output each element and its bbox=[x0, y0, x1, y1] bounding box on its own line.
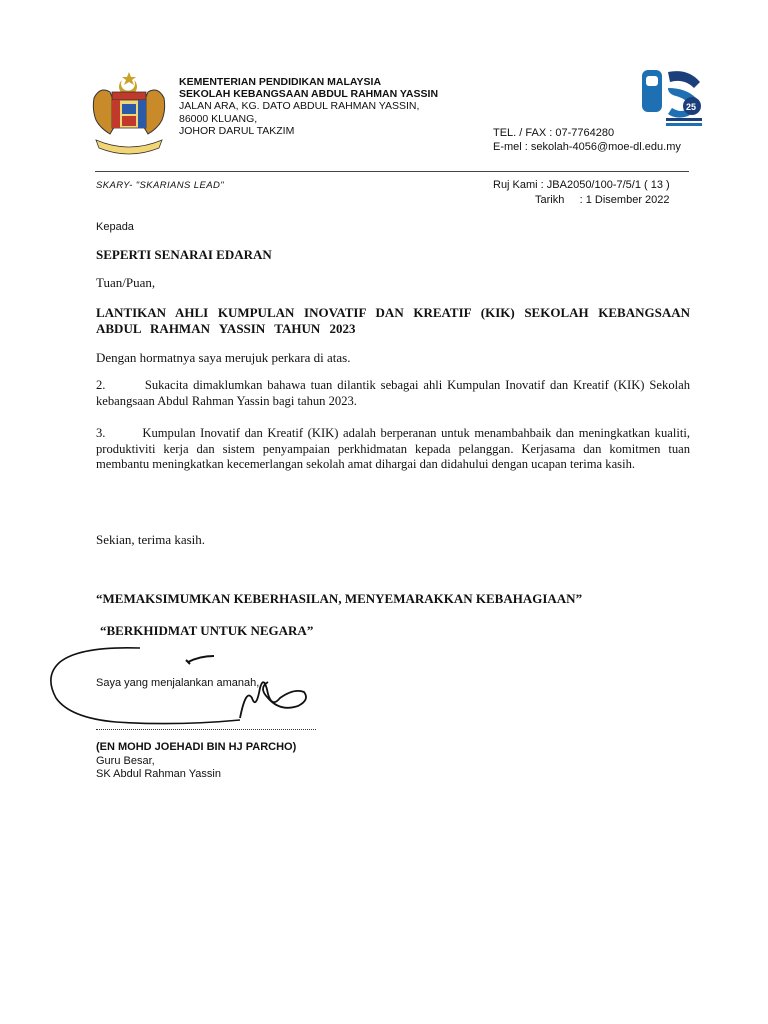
contact-block bbox=[493, 126, 681, 154]
signer-school: SK Abdul Rahman Yassin bbox=[96, 768, 221, 780]
paragraph-3: 3. Kumpulan Inovatif dan Kreatif (KIK) adalah berperanan untuk menambahbaik dan meningkatkan kualiti, produktiviti kerja dan sistem penyampaian perkhidmatan kepada pelanggan. Kerjasama dan komitmen tuan membantu meningkatkan kecemerlangan sekolah amat dihargai dan didahului dengan ucapan terima kasih. bbox=[96, 426, 694, 472]
header-divider bbox=[95, 171, 689, 172]
salutation: Tuan/Puan, bbox=[96, 275, 156, 290]
letter-date: Tarikh : 1 Disember 2022 bbox=[535, 194, 670, 206]
ministry-name: KEMENTERIAN PENDIDIKAN MALAYSIA bbox=[179, 76, 382, 88]
kepada-label: Kepada bbox=[96, 221, 134, 233]
address-line-3: JOHOR DARUL TAKZIM bbox=[179, 124, 295, 137]
paragraph-2: 2. Sukacita dimaklumkan bahawa tuan dilantik sebagai ahli Kumpulan Inovatif dan Kreatif (KIK) Sekolah kebangsaan Abdul Rahman Yassin bagi tahun 2023. bbox=[96, 378, 694, 408]
signer-name: (EN MOHD JOEHADI BIN HJ PARCHO) bbox=[96, 741, 297, 753]
signer-title: Guru Besar, bbox=[96, 754, 155, 767]
svg-text:25: 25 bbox=[686, 102, 697, 112]
signature-image bbox=[50, 640, 310, 740]
letterhead-text bbox=[179, 76, 438, 137]
address-line-1: JALAN ARA, KG. DATO ABDUL RAHMAN YASSIN, bbox=[179, 100, 420, 113]
school-motto: SKARY- "SKARIANS LEAD" bbox=[96, 180, 224, 191]
sign-off-text: Saya yang menjalankan amanah, bbox=[96, 677, 260, 689]
paragraph-1: Dengan hormatnya saya merujuk perkara di atas. bbox=[96, 350, 351, 365]
letter-subject: LANTIKAN AHLI KUMPULAN INOVATIF DAN KREATIF (KIK) SEKOLAH KEBANGSAAN ABDUL RAHMAN YASSIN TAHUN 2023 bbox=[96, 305, 690, 336]
signature-line bbox=[96, 729, 316, 730]
reference-number: Ruj Kami : JBA2050/100-7/5/1 ( 13 ) bbox=[493, 179, 670, 191]
reference-block bbox=[493, 178, 670, 208]
recipient: SEPERTI SENARAI EDARAN bbox=[96, 247, 272, 262]
slogan-2: “BERKHIDMAT UNTUK NEGARA” bbox=[100, 623, 314, 638]
slogan-1: “MEMAKSIMUMKAN KEBERHASILAN, MENYEMARAKKAN KEBAHAGIAAN” bbox=[96, 591, 583, 606]
signer-block bbox=[96, 741, 296, 782]
address-line-2: 86000 KLUANG, bbox=[179, 112, 258, 125]
tel-fax: TEL. / FAX : 07-7764280 bbox=[493, 127, 615, 139]
closing: Sekian, terima kasih. bbox=[96, 532, 206, 547]
email: E-mel : sekolah-4056@moe-dl.edu.my bbox=[493, 141, 681, 153]
school-name: SEKOLAH KEBANGSAAN ABDUL RAHMAN YASSIN bbox=[179, 88, 439, 101]
malaysia-coat-of-arms-icon bbox=[86, 70, 172, 160]
school-logo-icon bbox=[640, 64, 704, 128]
